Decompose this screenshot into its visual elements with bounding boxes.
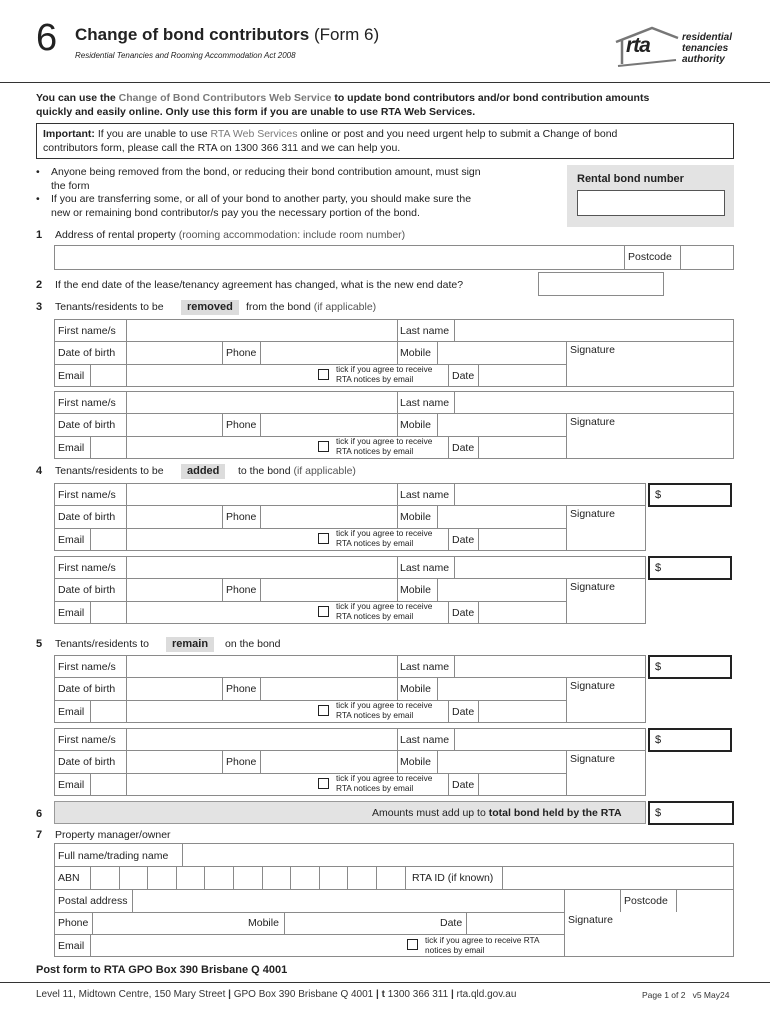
signature-label: Signature (570, 508, 615, 520)
pm-email-consent-checkbox[interactable] (407, 939, 418, 950)
mobile-label: Mobile (400, 419, 431, 431)
bullet-item: • Anyone being removed from the bond, or reducing their bond contribution amount, must sign the form (36, 166, 481, 192)
footer-gpo: GPO Box 390 Brisbane Q 4001 (233, 989, 374, 1000)
end-date-label: If the end date of the lease/tenancy agreement has changed, what is the new end date? (55, 279, 464, 291)
last-name-label: Last name (400, 562, 450, 574)
rental-bond-panel (567, 165, 734, 227)
phone-label: Phone (226, 511, 257, 523)
footer-phone: 1300 366 311 (387, 989, 449, 1000)
section-5-number: 5 (36, 638, 43, 650)
email-label: Email (58, 442, 85, 454)
first-name-label: First name/s (58, 489, 116, 501)
dob-label: Date of birth (58, 584, 116, 596)
bullet-1-line-1: Anyone being removed from the bond, or reducing their bond contribution amount, must sign (51, 166, 481, 178)
mobile-label: Mobile (400, 584, 431, 596)
section-3-number: 3 (36, 301, 43, 313)
section-4-heading: Tenants/residents to be (55, 465, 164, 477)
date-label: Date (452, 706, 475, 718)
org-line-1: residential (682, 32, 733, 43)
header-divider (0, 82, 770, 83)
s4-hint: (if applicable) (293, 465, 356, 477)
section-1-number: 1 (36, 229, 43, 241)
signature-label: Signature (570, 753, 615, 765)
act-name: Residential Tenancies and Rooming Accommodation Act 2008 (75, 51, 296, 60)
tick-text-2: RTA notices by email (336, 782, 414, 793)
important-box (36, 123, 734, 159)
pm-signature-label: Signature (568, 914, 613, 926)
dob-label: Date of birth (58, 683, 116, 695)
section-2-number: 2 (36, 279, 43, 291)
important-t2: online or post and you need urgent help to submit a Change of bond (300, 128, 618, 140)
pm-postcode-label: Postcode (624, 895, 668, 907)
tick-text-1: tick if you agree to receive (336, 436, 433, 446)
section-7-number: 7 (36, 829, 43, 841)
page-number (642, 990, 729, 1000)
signature-label: Signature (570, 680, 615, 692)
date-label: Date (452, 534, 475, 546)
first-name-label: First name/s (58, 562, 116, 574)
signature-label: Signature (570, 581, 615, 593)
last-name-label: Last name (400, 325, 450, 337)
section-5-heading: Tenants/residents to (55, 638, 149, 650)
tick-text-1: tick if you agree to receive (336, 364, 433, 374)
phone-label: Phone (226, 347, 257, 359)
last-name-label: Last name (400, 397, 450, 409)
title-text: Change of bond contributors (75, 25, 310, 44)
s3-post (246, 301, 376, 313)
intro-text (36, 91, 736, 119)
tick-text-2: RTA notices by email (336, 537, 414, 548)
tick-text-1: tick if you agree to receive (336, 700, 433, 710)
intro-p2: to update bond contributors and/or bond contribution amounts (334, 92, 650, 104)
first-name-label: First name/s (58, 325, 116, 337)
email-consent-text (336, 774, 432, 793)
signature-label: Signature (570, 416, 615, 428)
contribution-amount-field[interactable]: $ (648, 728, 732, 752)
footer-address: Level 11, Midtown Centre, 150 Mary Street (36, 989, 226, 1000)
phone-label: Phone (226, 756, 257, 768)
pm-date-label: Date (440, 917, 463, 929)
email-consent-checkbox[interactable] (318, 533, 329, 544)
contribution-amount-field[interactable]: $ (648, 556, 732, 580)
tick-text-1: tick if you agree to receive (336, 773, 433, 783)
tick-text-1: tick if you agree to receive (336, 601, 433, 611)
tick-text-2: RTA notices by email (336, 445, 414, 456)
org-line-2: tenancies (682, 43, 729, 54)
date-label: Date (452, 779, 475, 791)
email-label: Email (58, 370, 85, 382)
remain-tag: remain (166, 637, 214, 652)
total-bond-field[interactable]: $ (648, 801, 734, 825)
last-name-label: Last name (400, 489, 450, 501)
email-consent-checkbox[interactable] (318, 705, 329, 716)
s4-post (238, 465, 356, 477)
date-label: Date (452, 607, 475, 619)
web-service-link[interactable]: Change of Bond Contributors Web Service (118, 92, 332, 104)
mobile-label: Mobile (400, 683, 431, 695)
pm-tick-1: tick if you agree to receive RTA (425, 935, 540, 945)
total-text-plain: Amounts must add up to (372, 807, 486, 819)
tick-text-2: RTA notices by email (336, 709, 414, 720)
s4-post-text: to the bond (238, 465, 291, 477)
title-suffix: (Form 6) (313, 25, 380, 44)
org-line-3: authority (682, 54, 725, 65)
bullet-list (36, 166, 556, 220)
postal-address-label: Postal address (58, 895, 128, 907)
footer-version: v5 May24 (692, 990, 730, 1000)
property-manager-label: Property manager/owner (55, 829, 171, 841)
email-label: Email (58, 706, 85, 718)
bullet-2-line-2: new or remaining bond contributor/s pay you the necessary portion of the bond. (51, 206, 420, 219)
pm-phone-label: Phone (58, 917, 89, 929)
form-number: 6 (36, 17, 58, 59)
pm-email-label: Email (58, 940, 85, 952)
s3-post-text: from the bond (246, 301, 311, 313)
rental-bond-label: Rental bond number (577, 173, 684, 185)
rta-id-label: RTA ID (if known) (412, 872, 494, 884)
rta-web-services-link[interactable]: RTA Web Services (210, 128, 298, 140)
email-consent-checkbox[interactable] (318, 778, 329, 789)
dob-label: Date of birth (58, 347, 116, 359)
section-4-number: 4 (36, 465, 43, 477)
footer-web-link[interactable]: rta.qld.gov.au (456, 989, 517, 1000)
added-tag: added (181, 464, 225, 479)
dob-label: Date of birth (58, 511, 116, 523)
important-label: Important: (43, 128, 95, 140)
email-consent-text (336, 701, 432, 720)
contribution-amount-field[interactable]: $ (648, 483, 732, 507)
section-1-label (55, 229, 405, 241)
email-consent-text (336, 365, 432, 384)
date-label: Date (452, 370, 475, 382)
first-name-label: First name/s (58, 734, 116, 746)
section-3-heading (55, 301, 164, 313)
removed-tag: removed (181, 300, 239, 315)
total-text-bold: total bond held by the RTA (488, 807, 622, 819)
pm-tick-2: notices by email (425, 944, 485, 955)
email-label: Email (58, 534, 85, 546)
mobile-label: Mobile (400, 347, 431, 359)
address-hint: (rooming accommodation: include room number) (178, 229, 406, 241)
rta-logo (612, 24, 734, 70)
logo-text: rta (626, 34, 650, 57)
footer-page: Page 1 of 2 (642, 990, 686, 1000)
phone-label: Phone (226, 584, 257, 596)
page-title (75, 25, 379, 45)
pm-email-consent-text (425, 936, 540, 955)
s5-post: on the bond (225, 638, 281, 650)
last-name-label: Last name (400, 734, 450, 746)
footer-t: t (381, 989, 385, 1000)
total-text (372, 807, 622, 819)
bullet-item: • If you are transferring some, or all of your bond to another party, you should make sure the new or remaining bond contributor/s pay you the necessary portion of the bond. (36, 193, 472, 219)
email-consent-text (336, 529, 432, 548)
dob-label: Date of birth (58, 756, 116, 768)
tick-text-2: RTA notices by email (336, 373, 414, 384)
rental-bond-input[interactable] (577, 190, 725, 216)
email-label: Email (58, 779, 85, 791)
postcode-label: Postcode (628, 251, 672, 263)
first-name-label: First name/s (58, 397, 116, 409)
intro-p1: You can use the (36, 92, 116, 104)
email-consent-checkbox[interactable] (318, 606, 329, 617)
email-label: Email (58, 607, 85, 619)
pm-mobile-label: Mobile (248, 917, 279, 929)
email-consent-text (336, 602, 432, 621)
mobile-label: Mobile (400, 756, 431, 768)
email-consent-checkbox[interactable] (318, 369, 329, 380)
section-6-number: 6 (36, 808, 43, 820)
bullet-2-line-1: If you are transferring some, or all of your bond to another party, you should make sure the (51, 193, 472, 205)
phone-label: Phone (226, 683, 257, 695)
post-form-address: Post form to RTA GPO Box 390 Brisbane Q 4001 (36, 964, 288, 976)
footer: Level 11, Midtown Centre, 150 Mary Street | GPO Box 390 Brisbane Q 4001 | t 1300 366 311 | rta.qld.gov.au (36, 989, 517, 1000)
email-consent-text (336, 437, 432, 456)
contribution-amount-field[interactable]: $ (648, 655, 732, 679)
date-label: Date (452, 442, 475, 454)
tick-text-1: tick if you agree to receive (336, 528, 433, 538)
tick-text-2: RTA notices by email (336, 610, 414, 621)
last-name-label: Last name (400, 661, 450, 673)
full-name-label: Full name/trading name (58, 850, 169, 862)
important-t1: If you are unable to use (97, 128, 208, 140)
address-label: Address of rental property (55, 229, 176, 241)
bullet-1-line-2: the form (51, 179, 90, 192)
mobile-label: Mobile (400, 511, 431, 523)
end-date-field[interactable] (538, 272, 664, 296)
email-consent-checkbox[interactable] (318, 441, 329, 452)
footer-divider (0, 982, 770, 983)
dob-label: Date of birth (58, 419, 116, 431)
s3-pre: Tenants/residents to be (55, 301, 164, 313)
phone-label: Phone (226, 419, 257, 431)
intro-p3: quickly and easily online. Only use this form if you are unable to use RTA Web Services. (36, 106, 476, 118)
s3-hint: (if applicable) (313, 301, 377, 313)
important-t3: contributors form, please call the RTA on 1300 366 311 and we can help you. (43, 142, 401, 154)
first-name-label: First name/s (58, 661, 116, 673)
signature-label: Signature (570, 344, 615, 356)
abn-label: ABN (58, 872, 80, 884)
